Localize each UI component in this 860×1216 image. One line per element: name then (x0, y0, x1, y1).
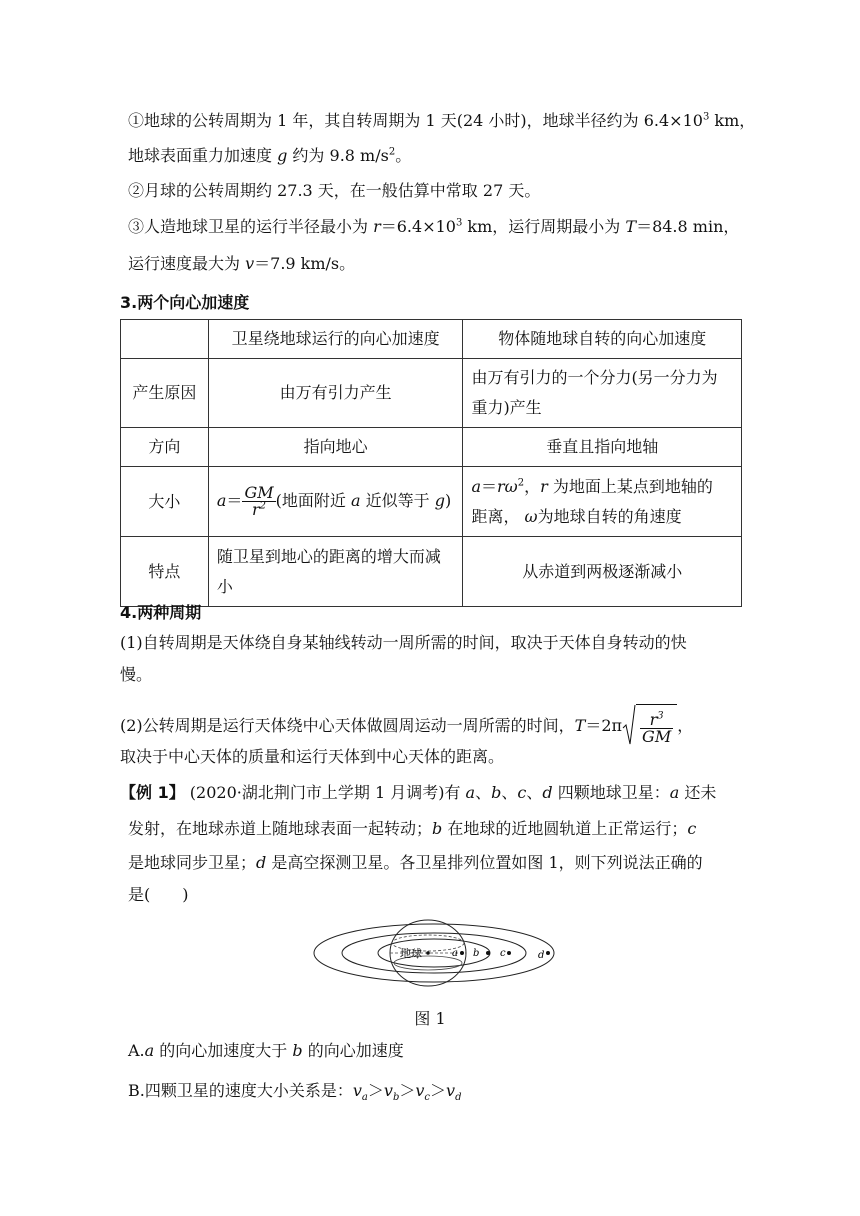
fact-3-line-1 (128, 216, 739, 238)
figure-caption: 图 1 (414, 1009, 446, 1028)
fraction-denominator (242, 502, 275, 518)
sep-1: 、 (475, 783, 492, 802)
table-header-row (121, 320, 742, 359)
table-row-feature (121, 537, 742, 607)
var-a-3: a (471, 476, 481, 496)
row-label-cause: 产生原因 (121, 359, 209, 428)
example-text-2: 还未 (679, 783, 717, 802)
example-line-3 (128, 852, 703, 874)
example-line-1 (120, 782, 716, 804)
acceleration-table (120, 319, 742, 607)
table-corner-cell (121, 320, 209, 359)
var-r-den: r (252, 500, 260, 519)
sub-b: b (392, 1092, 400, 1104)
section-4-p2-line-2: 取决于中心天体的质量和运行天体到中心天体的距离。 (120, 747, 505, 766)
option-A (128, 1040, 404, 1062)
var-T: T (625, 217, 637, 236)
var-a: a (216, 491, 227, 510)
var-g-2: g (434, 491, 445, 510)
period-text: (2)公转周期是运行天体绕中心天体做圆周运动一周所需的时间， (120, 716, 575, 735)
fact-1-line-2 (128, 145, 411, 167)
fact-2 (128, 180, 540, 202)
var-omega: ω (524, 506, 538, 526)
gt-1: ＞ (367, 1081, 384, 1100)
cause-rotation: 由万有引力的一个分力(另一分力为重力)产生 (463, 359, 742, 428)
sub-a: a (361, 1092, 368, 1104)
magnitude-note-2: 近似等于 (360, 491, 435, 510)
sat-c-2: c (687, 819, 697, 838)
fraction-gm-over-r2 (242, 485, 275, 518)
sat-a-2: a (669, 783, 680, 802)
sep-2: 、 (501, 783, 518, 802)
sat-c-dot (507, 951, 511, 955)
section-4-heading: 4.两种周期 (120, 603, 202, 622)
fact-2-text: ②月球的公转周期约 27.3 天，在一般估算中常取 27 天。 (128, 181, 541, 200)
fact-3-line-2 (128, 253, 355, 275)
equals-sign: ＝ (226, 491, 243, 510)
sat-b-dot (486, 951, 490, 955)
den-exponent: 2 (259, 500, 267, 512)
sat-b-2: b (432, 819, 443, 838)
row-label-direction: 方向 (121, 428, 209, 467)
magnitude-satellite (208, 467, 463, 537)
period-equals: ＝2π (585, 716, 623, 735)
earth-label: 地球 (400, 947, 422, 960)
table-header-satellite: 卫星绕地球运行的向心加速度 (208, 320, 463, 359)
fact-3-text-2: ＝6.4×10 (380, 217, 456, 236)
sat-a-dot (460, 951, 464, 955)
option-A-var-a: a (144, 1041, 155, 1060)
label-c: c (500, 948, 506, 959)
option-A-var-b: b (292, 1041, 303, 1060)
v-b: v (383, 1081, 393, 1100)
section-3-heading: 3.两个向心加速度 (120, 293, 250, 312)
var-r-omega: rω (497, 476, 518, 496)
fact-1-exponent-2: 2 (388, 146, 396, 158)
row-label-magnitude: 大小 (121, 467, 209, 537)
option-A-text-1: 的向心加速度大于 (154, 1041, 293, 1060)
label-d: d (538, 950, 545, 961)
example-text-6: 是高空探测卫星。各卫星排列位置如图 1，则下列说法正确的 (266, 853, 703, 872)
gt-3: ＞ (430, 1081, 447, 1100)
v-a: v (352, 1081, 362, 1100)
var-T-2: T (574, 716, 586, 735)
sat-c: c (517, 783, 527, 802)
v-d: v (446, 1081, 456, 1100)
sat-a: a (465, 783, 476, 802)
fact-1-text-3: 约为 9.8 m/s (287, 146, 389, 165)
direction-satellite: 指向地心 (208, 428, 463, 467)
example-text-1: 四颗地球卫星： (552, 783, 670, 802)
fact-3-exponent: 3 (455, 217, 463, 229)
radical-sign-icon (622, 704, 636, 746)
option-A-text-2: 的向心加速度 (302, 1041, 404, 1060)
example-text-5: 是地球同步卫星； (128, 853, 257, 872)
feature-satellite: 随卫星到地心的距离的增大而减小 (208, 537, 463, 607)
section-4-p1-line-1: (1)自转周期是天体绕自身某轴线转动一周所需的时间，取决于天体自身转动的快 (120, 633, 687, 652)
sqrt-body (636, 704, 677, 749)
direction-rotation: 垂直且指向地轴 (463, 428, 742, 467)
fact-3-text-4: ＝84.8 min， (636, 217, 740, 236)
magnitude-rotation (463, 467, 742, 537)
magnitude-rotation-text-3: 为地球自转的角速度 (537, 506, 682, 526)
fact-1-text-2: 地球表面重力加速度 (128, 146, 278, 165)
row-label-feature: 特点 (121, 537, 209, 607)
var-a-2: a (350, 491, 361, 510)
magnitude-rotation-text-2: 距离， (471, 506, 525, 526)
section-4-p1-line-2: 慢。 (120, 665, 153, 684)
sat-d-2: d (256, 853, 267, 872)
cause-satellite: 由万有引力产生 (208, 359, 463, 428)
var-r-3: r (649, 710, 658, 729)
period-comma: ， (677, 716, 694, 735)
fraction-r3-over-gm (640, 712, 673, 745)
example-tag: 【例 1】 (120, 783, 185, 802)
example-line-2 (128, 818, 696, 840)
fact-3-text-3: km，运行周期最小为 (462, 217, 626, 236)
label-b: b (473, 948, 480, 959)
var-v: v (245, 254, 255, 273)
v-c: v (415, 1081, 425, 1100)
option-A-label: A. (128, 1041, 145, 1060)
fact-1-text-4: 。 (395, 146, 412, 165)
r-exponent: 3 (657, 710, 664, 722)
var-r: r (373, 217, 381, 236)
sqrt-denominator: GM (642, 727, 672, 746)
sep-3: 、 (526, 783, 543, 802)
example-text-3: 发射，在地球赤道上随地球表面一起转动； (128, 819, 433, 838)
sub-d: d (455, 1092, 462, 1104)
omega-exponent: 2 (517, 477, 525, 489)
fraction-numerator: GM (244, 483, 274, 502)
sub-c: c (424, 1092, 431, 1104)
sat-d: d (542, 783, 553, 802)
sat-d-dot (546, 951, 550, 955)
sat-b: b (491, 783, 502, 802)
equals-sign-2: ＝ (480, 476, 497, 496)
example-line-4: 是( ) (128, 885, 189, 904)
comma: ， (524, 476, 541, 496)
fact-1-text: ①地球的公转周期为 1 年，其自转周期为 1 天(24 小时)，地球半径约为 6.4×10 (128, 111, 703, 130)
fact-3-text-6: ＝7.9 km/s。 (254, 254, 356, 273)
label-a: a (452, 948, 458, 959)
satellite-orbit-figure (310, 915, 566, 991)
fact-1-line-1 (128, 110, 755, 132)
magnitude-note-1: (地面附近 (275, 491, 351, 510)
fact-1-exponent: 3 (702, 111, 710, 123)
table-header-rotation: 物体随地球自转的向心加速度 (463, 320, 742, 359)
table-row-magnitude (121, 467, 742, 537)
section-4-p2-line-1 (120, 704, 693, 746)
magnitude-note-3: ) (444, 491, 452, 510)
table-row-direction (121, 428, 742, 467)
var-r-2: r (540, 476, 548, 496)
fact-1-unit: km， (709, 111, 756, 130)
fact-3-text-5: 运行速度最大为 (128, 254, 246, 273)
var-g: g (277, 146, 288, 165)
option-B-text: B.四颗卫星的速度大小关系是： (128, 1081, 353, 1100)
magnitude-rotation-text-1: 为地面上某点到地轴的 (547, 476, 713, 496)
example-source: (2020·湖北荆门市上学期 1 月调考)有 (184, 783, 466, 802)
feature-rotation: 从赤道到两极逐渐减小 (463, 537, 742, 607)
sqrt-expression (622, 704, 677, 749)
table-row-cause (121, 359, 742, 428)
earth-center-dot (426, 951, 430, 955)
option-B (128, 1080, 461, 1102)
example-text-4: 在地球的近地圆轨道上正常运行； (442, 819, 688, 838)
fact-3-text: ③人造地球卫星的运行半径最小为 (128, 217, 374, 236)
gt-2: ＞ (399, 1081, 416, 1100)
